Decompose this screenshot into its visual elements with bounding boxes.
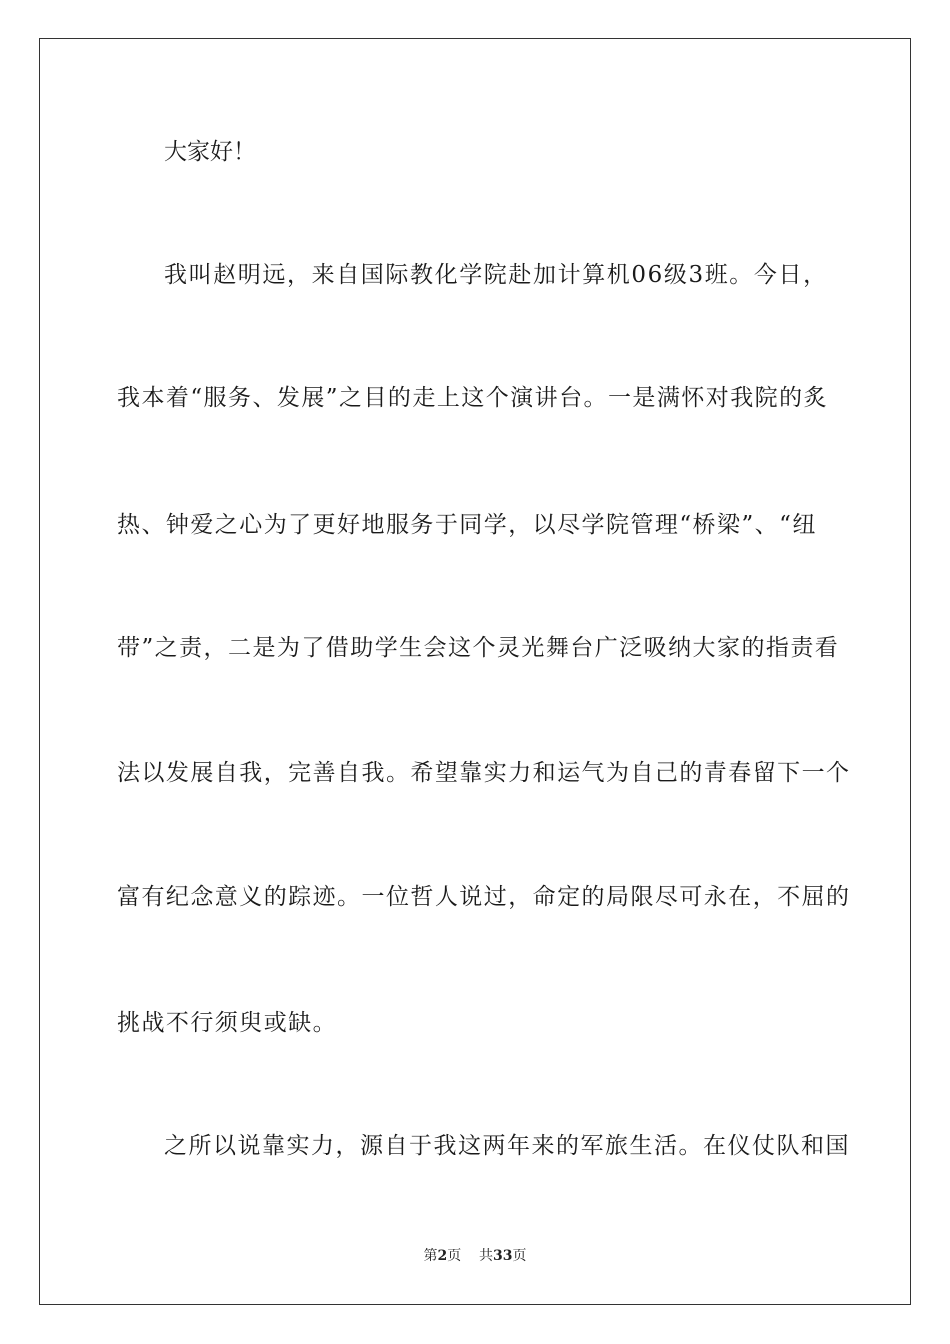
paragraph-line [164, 260, 831, 290]
paragraph-line: 法以发展自我，完善自我。希望靠实力和运气为自己的青春留下一个 [117, 760, 851, 786]
paragraph-line: 带”之责，二是为了借助学生会这个灵光舞台广泛吸纳大家的指责看 [117, 635, 840, 661]
page-footer [0, 1247, 950, 1265]
paragraph-line: 挑战不行须臾或缺。 [117, 1010, 338, 1036]
page-prefix: 第 [423, 1248, 438, 1264]
greeting-line: 大家好！ [164, 139, 256, 165]
paragraph-line: 我本着“服务、发展”之目的走上这个演讲台。一是满怀对我院的炙 [117, 385, 829, 411]
paragraph-line: 热、钟爱之心为了更好地服务于同学，以尽学院管理“桥梁”、“纽 [117, 512, 817, 538]
paragraph-line: 富有纪念意义的踪迹。一位哲人说过，命定的局限尽可永在，不屈的 [117, 884, 851, 910]
total-pages: 33 [493, 1248, 513, 1264]
page-suffix: 页 [447, 1248, 462, 1264]
total-suffix: 页 [512, 1248, 527, 1264]
page-number: 2 [437, 1248, 448, 1264]
page-frame [39, 38, 911, 1305]
total-prefix: 共 [479, 1248, 494, 1264]
paragraph-line: 之所以说靠实力，源自于我这两年来的军旅生活。在仪仗队和国 [164, 1133, 850, 1159]
text-run: 我叫赵明远，来自国际教化学院赴加计算机06级3班。今日， [164, 262, 828, 288]
